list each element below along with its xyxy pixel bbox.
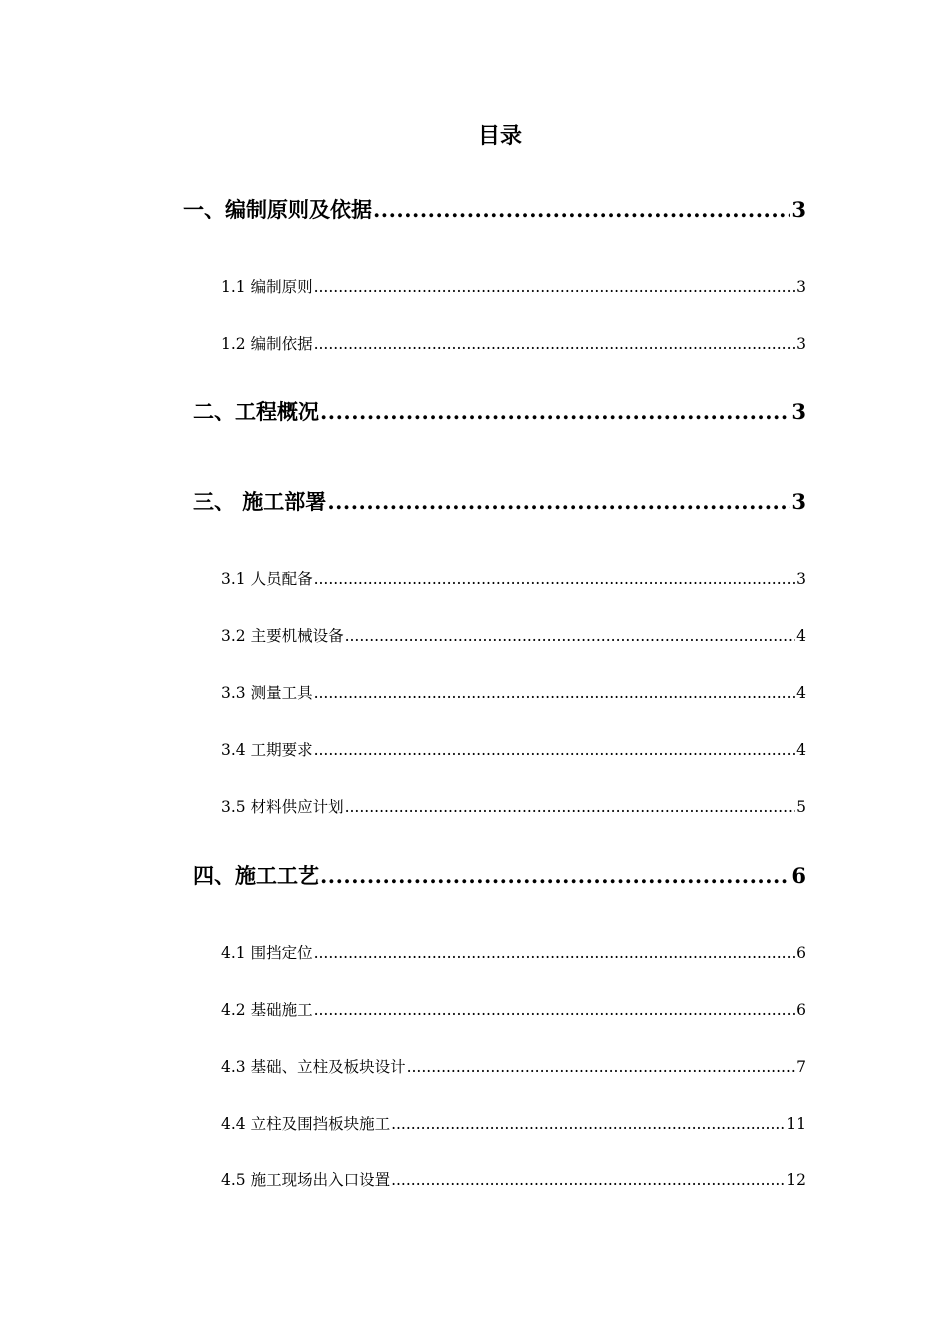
toc-dot-leader (314, 276, 796, 298)
toc-entry-label: 4.3 基础、立柱及板块设计 (221, 1058, 406, 1076)
toc-entry-section-4-4[interactable] (221, 1113, 806, 1135)
toc-entry-label: 3.1 人员配备 (221, 570, 313, 588)
toc-entry-label: 4.2 基础施工 (221, 1001, 313, 1019)
toc-entry-chapter-1[interactable] (183, 195, 806, 225)
toc-entry-page-number: 3 (791, 489, 806, 514)
toc-entry-page-number: 3 (791, 399, 806, 424)
toc-entry-page-number: 6 (796, 944, 806, 962)
toc-title: 目录 (477, 123, 522, 149)
toc-entry-page-number: 3 (796, 570, 806, 588)
toc-dot-leader (314, 682, 796, 704)
toc-dot-leader (391, 1113, 785, 1135)
toc-dot-leader (320, 861, 790, 891)
toc-entry-label: 1.1 编制原则 (221, 278, 313, 296)
toc-entry-page-number: 7 (796, 1058, 806, 1076)
toc-entry-page-number: 3 (791, 197, 806, 222)
toc-entry-label: 一、编制原则及依据 (183, 197, 372, 222)
toc-entry-page-number: 4 (796, 627, 806, 645)
toc-entry-section-3-5[interactable] (221, 796, 806, 818)
toc-entry-page-number: 3 (796, 278, 806, 296)
toc-dot-leader (320, 397, 790, 427)
toc-entry-page-number: 3 (796, 335, 806, 353)
toc-entry-section-4-3[interactable] (221, 1056, 806, 1078)
toc-dot-leader (407, 1056, 796, 1078)
toc-entry-section-1-2[interactable] (221, 333, 806, 355)
toc-entry-section-4-2[interactable] (221, 999, 806, 1021)
toc-entry-section-3-4[interactable] (221, 739, 806, 761)
toc-entry-page-number: 12 (786, 1171, 806, 1189)
toc-entry-chapter-4[interactable] (193, 861, 806, 891)
toc-dot-leader (314, 568, 796, 590)
toc-dot-leader (314, 942, 796, 964)
toc-entry-page-number: 4 (796, 741, 806, 759)
toc-entry-section-3-1[interactable] (221, 568, 806, 590)
toc-entry-label: 四、施工工艺 (193, 863, 319, 888)
toc-dot-leader (391, 1169, 785, 1191)
toc-entry-section-4-5[interactable] (221, 1169, 806, 1191)
toc-dot-leader (345, 625, 796, 647)
toc-entry-label: 3.2 主要机械设备 (221, 627, 344, 645)
toc-entry-page-number: 4 (796, 684, 806, 702)
toc-entry-chapter-3[interactable] (193, 487, 806, 517)
toc-entry-label: 4.1 围挡定位 (221, 944, 313, 962)
toc-entry-page-number: 5 (796, 798, 806, 816)
toc-dot-leader (345, 796, 796, 818)
toc-entry-page-number: 11 (786, 1115, 806, 1133)
toc-entry-section-3-3[interactable] (221, 682, 806, 704)
toc-entry-label: 3.5 材料供应计划 (221, 798, 344, 816)
toc-entry-page-number: 6 (796, 1001, 806, 1019)
toc-entry-label: 1.2 编制依据 (221, 335, 313, 353)
toc-entry-label: 3.4 工期要求 (221, 741, 313, 759)
toc-entry-section-1-1[interactable] (221, 276, 806, 298)
toc-entry-label: 三、 施工部署 (193, 489, 327, 514)
toc-entry-page-number: 6 (791, 863, 806, 888)
toc-dot-leader (373, 195, 790, 225)
toc-dot-leader (314, 739, 796, 761)
toc-dot-leader (314, 333, 796, 355)
toc-entry-section-3-2[interactable] (221, 625, 806, 647)
toc-entry-section-4-1[interactable] (221, 942, 806, 964)
toc-entry-label: 3.3 测量工具 (221, 684, 313, 702)
toc-entry-label: 二、工程概况 (193, 399, 319, 424)
toc-entry-label: 4.5 施工现场出入口设置 (221, 1171, 391, 1189)
toc-entry-chapter-2[interactable] (193, 397, 806, 427)
toc-dot-leader (327, 487, 790, 517)
toc-entry-label: 4.4 立柱及围挡板块施工 (221, 1115, 391, 1133)
toc-dot-leader (314, 999, 796, 1021)
